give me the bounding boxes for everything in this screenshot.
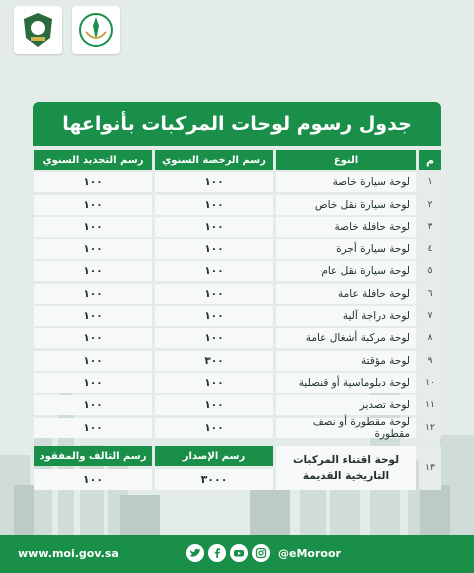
table-row: [33, 373, 441, 393]
row-renewal-fee: ١٠٠: [34, 418, 152, 438]
row-license-fee: ١٠٠: [155, 373, 273, 393]
row-license-fee: ١٠٠: [155, 217, 273, 237]
row-type: لوحة سيارة نقل خاص: [276, 195, 416, 215]
lost-fee-value: ١٠٠: [34, 469, 152, 490]
issue-fee-label: رسم الإصدار: [155, 446, 273, 466]
row-renewal-fee: ١٠٠: [34, 328, 152, 348]
row-renewal-fee: ١٠٠: [34, 172, 152, 192]
row-type: لوحة سيارة نقل عام: [276, 261, 416, 281]
row-num: ٨: [419, 328, 441, 348]
table-row: [33, 306, 441, 326]
fees-table: [33, 150, 441, 440]
row-type: لوحة حافلة خاصة: [276, 217, 416, 237]
row-type: لوحة تصدير: [276, 395, 416, 415]
row-license-fee: ١٠٠: [155, 172, 273, 192]
row-renewal-fee: ١٠٠: [34, 373, 152, 393]
table-title: جدول رسوم لوحات المركبات بأنواعها: [33, 102, 441, 146]
row-type: لوحة مقطورة أو نصف مقطورة: [276, 418, 416, 438]
row-type: [276, 446, 416, 490]
footer: [0, 535, 474, 573]
row-num: ٢: [419, 195, 441, 215]
row-license-fee: ١٠٠: [155, 261, 273, 281]
table-row: [33, 217, 441, 237]
lost-fee-label: رسم التالف والمفقود: [34, 446, 152, 466]
row-renewal-fee: ١٠٠: [34, 195, 152, 215]
ministry-of-interior-logo: [72, 6, 120, 54]
row-type: لوحة مركبة أشغال عامة: [276, 328, 416, 348]
issue-fee-column: [155, 446, 273, 490]
row-type-line1: لوحة اقتناء المركبات: [292, 454, 400, 466]
lost-fee-column: [34, 446, 152, 490]
facebook-icon[interactable]: [208, 544, 226, 562]
row-renewal-fee: ١٠٠: [34, 261, 152, 281]
table-header-row: [33, 150, 441, 170]
social-links: [186, 544, 341, 562]
row-license-fee: ١٠٠: [155, 328, 273, 348]
row-type: لوحة سيارة أجرة: [276, 239, 416, 259]
row-type: لوحة دراجة آلية: [276, 306, 416, 326]
row-num: ٥: [419, 261, 441, 281]
row-type: لوحة مؤقتة: [276, 351, 416, 371]
header-num: م: [419, 150, 441, 170]
row-num: ٤: [419, 239, 441, 259]
table-row: [33, 395, 441, 415]
row-license-fee: ٣٠٠: [155, 351, 273, 371]
twitter-icon[interactable]: [186, 544, 204, 562]
row-type-line2: التاريخية القديمة: [302, 470, 390, 482]
row-num: ١٣: [419, 446, 441, 490]
row-license-fee: ١٠٠: [155, 239, 273, 259]
row-license-fee: ١٠٠: [155, 284, 273, 304]
historic-vehicle-row: [33, 446, 441, 490]
row-renewal-fee: ١٠٠: [34, 351, 152, 371]
row-num: ١١: [419, 395, 441, 415]
row-renewal-fee: ١٠٠: [34, 395, 152, 415]
row-license-fee: ١٠٠: [155, 418, 273, 438]
table-row: [33, 328, 441, 348]
header-logos: [14, 6, 120, 54]
header-type: النوع: [276, 150, 416, 170]
traffic-department-logo: [14, 6, 62, 54]
row-license-fee: ١٠٠: [155, 395, 273, 415]
table-row: [33, 239, 441, 259]
table-row: [33, 195, 441, 215]
row-renewal-fee: ١٠٠: [34, 284, 152, 304]
row-renewal-fee: ١٠٠: [34, 306, 152, 326]
row-type: لوحة دبلوماسية أو قنصلية: [276, 373, 416, 393]
row-num: ١: [419, 172, 441, 192]
table-body: [33, 172, 441, 440]
table-row: [33, 415, 441, 440]
row-num: ١٠: [419, 373, 441, 393]
row-num: ٦: [419, 284, 441, 304]
row-num: ٣: [419, 217, 441, 237]
table-row: [33, 261, 441, 281]
table-row: [33, 284, 441, 304]
header-renewal-fee: رسم التجديد السنوي: [34, 150, 152, 170]
row-num: ١٢: [419, 418, 441, 438]
row-license-fee: ١٠٠: [155, 195, 273, 215]
social-handle[interactable]: @eMoroor: [278, 546, 341, 560]
issue-fee-value: ٣٠٠٠: [155, 469, 273, 490]
row-num: ٧: [419, 306, 441, 326]
row-license-fee: ١٠٠: [155, 306, 273, 326]
row-renewal-fee: ١٠٠: [34, 239, 152, 259]
instagram-icon[interactable]: [252, 544, 270, 562]
row-type: لوحة حافلة عامة: [276, 284, 416, 304]
header-license-fee: رسم الرخصة السنوي: [155, 150, 273, 170]
youtube-icon[interactable]: [230, 544, 248, 562]
table-row: [33, 172, 441, 192]
row-type: لوحة سيارة خاصة: [276, 172, 416, 192]
row-renewal-fee: ١٠٠: [34, 217, 152, 237]
website-link[interactable]: www.moi.gov.sa: [18, 547, 119, 560]
row-num: ٩: [419, 351, 441, 371]
table-row: [33, 351, 441, 371]
